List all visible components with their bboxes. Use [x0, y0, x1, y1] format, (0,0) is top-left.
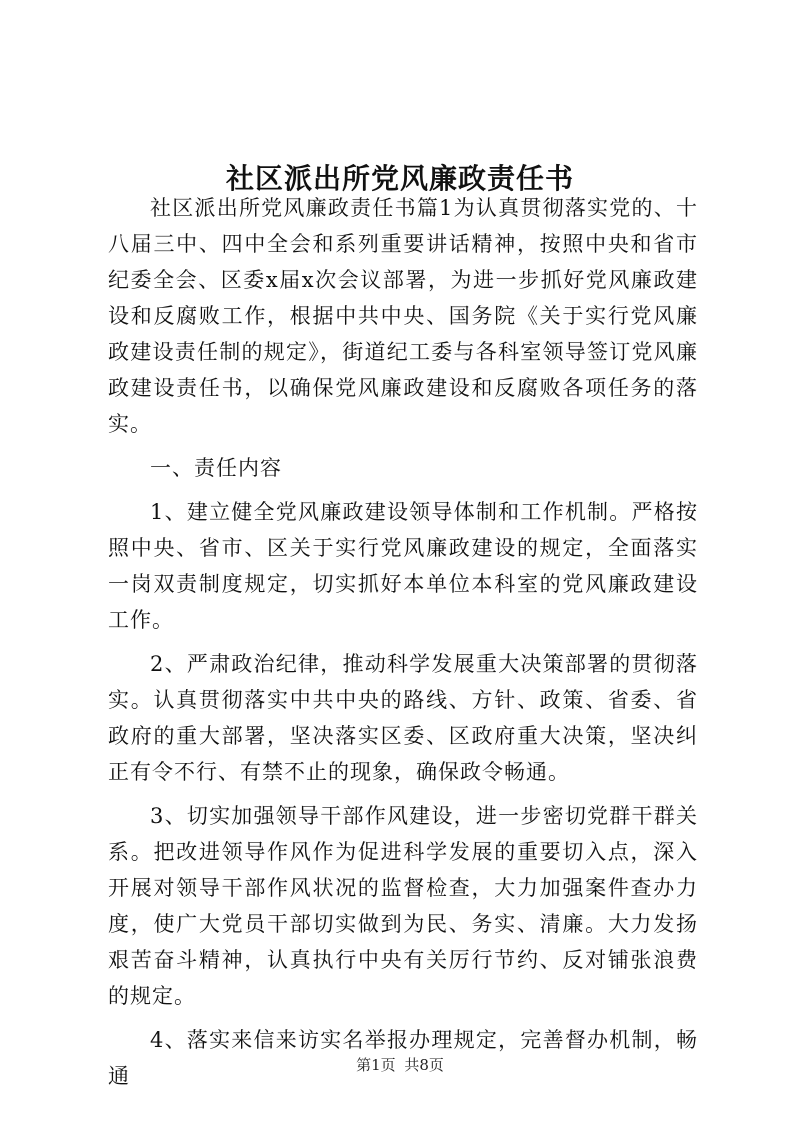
paragraph-item-3: 3、切实加强领导干部作风建设，进一步密切党群干群关系。把改进领导作风作为促进科学发展的重要切入点，深入开展对领导干部作风状况的监督检查，大力加强案件查办力度，使广大党员干部切实做到为民、务实、清廉。大力发扬艰苦奋斗精神，认真执行中央有关厉行节约、反对铺张浪费的规定。 — [108, 804, 698, 1008]
document-title: 社区派出所党风廉政责任书 — [225, 161, 574, 195]
paragraph-item-4: 4、落实来信来访实名举报办理规定，完善督办机制，畅通 — [108, 1028, 698, 1088]
paragraph-item-2: 2、严肃政治纪律，推动科学发展重大决策部署的贯彻落实。认真贯彻落实中共中央的路线、方针、政策、省委、省政府的重大部署，坚决落实区委、区政府重大决策，坚决纠正有令不行、有禁不止的现象，确保政令畅通。 — [108, 652, 698, 784]
page-footer — [0, 1054, 800, 1076]
page-total: 共8页 — [404, 1056, 444, 1074]
document-body — [108, 190, 698, 1094]
paragraph-intro: 社区派出所党风廉政责任书篇1为认真贯彻落实党的、十八届三中、四中全会和系列重要讲话精神，按照中央和省市纪委全会、区委x届x次会议部署，为进一步抓好党风廉政建设和反腐败工作，根据中共中央、国务院《关于实行党风廉政建设责任制的规定》，街道纪工委与各科室领导签订党风廉政建设责任书，以确保党风廉政建设和反腐败各项任务的落实。 — [108, 196, 698, 436]
section-heading: 一、责任内容 — [150, 456, 282, 480]
page-number: 第1页 — [356, 1056, 396, 1074]
paragraph-item-1: 1、建立健全党风廉政建设领导体制和工作机制。严格按照中央、省市、区关于实行党风廉政建设的规定，全面落实一岗双责制度规定，切实抓好本单位本科室的党风廉政建设工作。 — [108, 500, 698, 632]
